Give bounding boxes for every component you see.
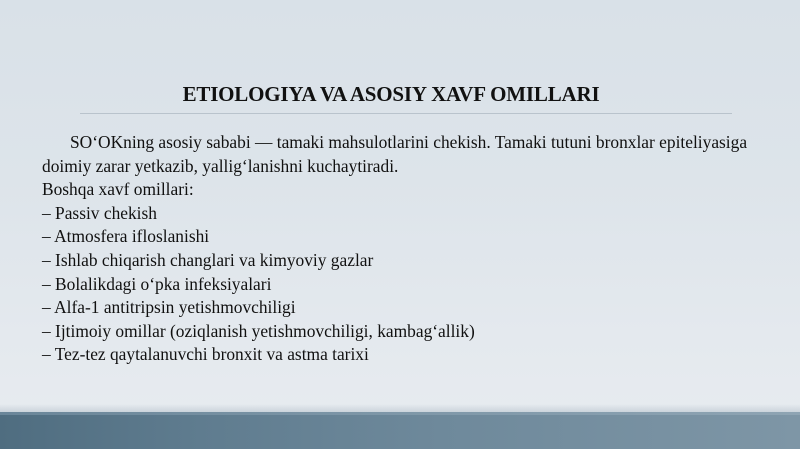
intro-paragraph: SO‘OKning asosiy sababi — tamaki mahsulotlarini chekish. Tamaki tutuni bronxlar epiteliyasiga doimiy zarar yetkazib, yallig‘lanishni kuchaytiradi. (42, 132, 748, 176)
list-item: – Ishlab chiqarish changlari va kimyoviy gazlar (42, 249, 374, 270)
list-item: – Atmosfera ifloslanishi (42, 226, 210, 247)
slide-body (42, 131, 762, 367)
footer-shadow (0, 404, 800, 412)
list-item: – Alfa-1 antitripsin yetishmovchiligi (42, 297, 296, 318)
list-item: – Ijtimoiy omillar (oziqlanish yetishmovchiligi, kambag‘allik) (42, 320, 475, 341)
title-divider (80, 113, 732, 114)
list-item: – Passiv chekish (42, 202, 157, 223)
list-item: – Bolalikdagi o‘pka infeksiyalari (42, 273, 272, 294)
footer-band (0, 415, 800, 449)
list-item: – Tez-tez qaytalanuvchi bronxit va astma tarixi (42, 344, 369, 365)
slide-title: ETIOLOGIYA VA ASOSIY XAVF OMILLARI (182, 82, 600, 106)
list-heading: Boshqa xavf omillari: (42, 179, 194, 200)
